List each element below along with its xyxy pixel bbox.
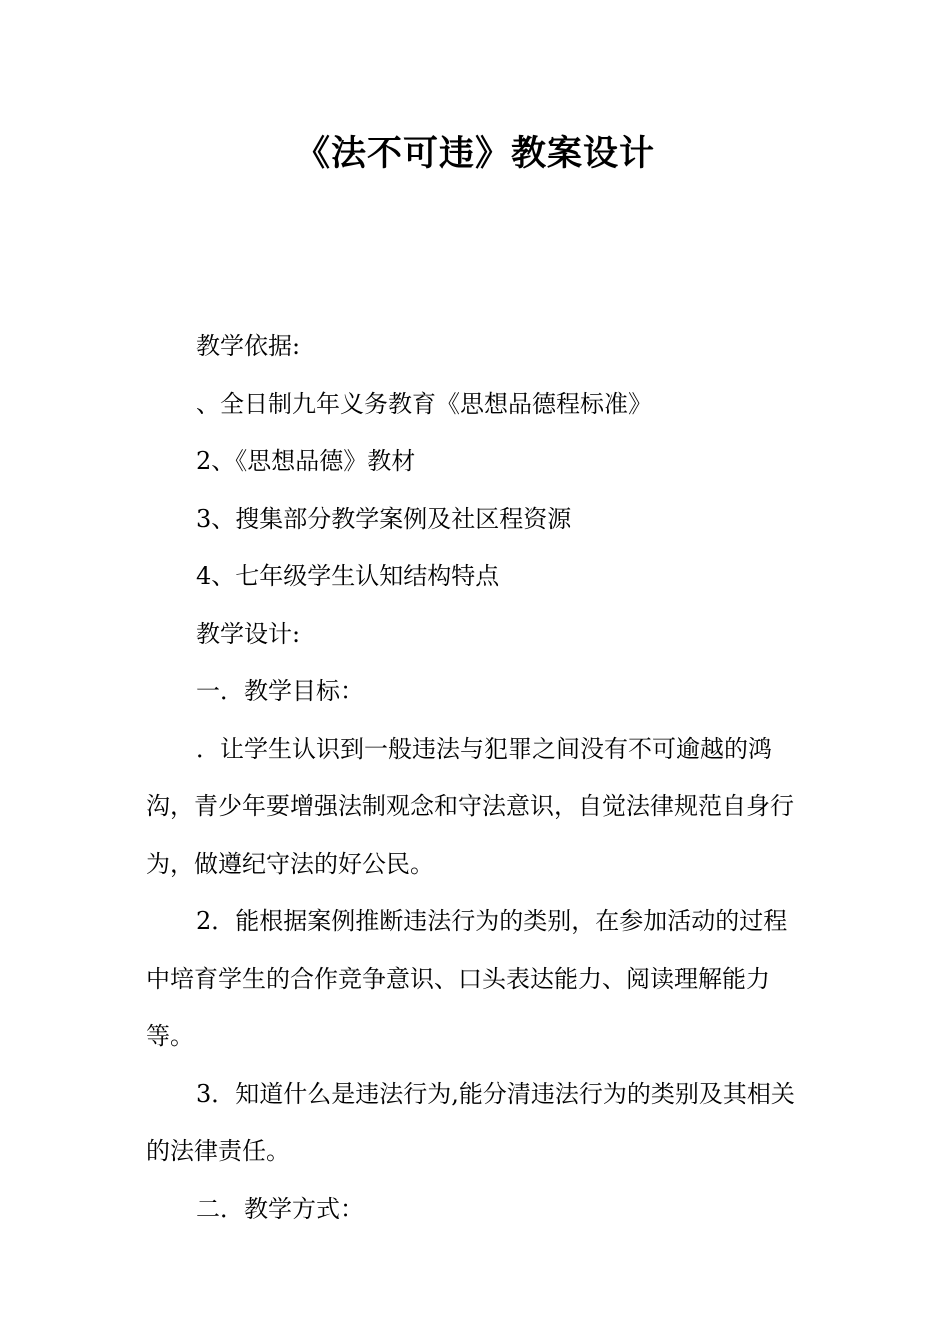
paragraph-teaching-design-heading: 教学设计: — [196, 619, 301, 648]
paragraph-teaching-basis-heading: 教学依据: — [196, 332, 301, 360]
paragraph-objective-1: ．让学生认识到一般违法与犯罪之间没有不可逾越的鸿沟，青少年要增强法制观念和守法意识，自觉法律规范自身行为，做遵纪守法的好公民。 — [146, 734, 794, 878]
document-body — [146, 318, 806, 1238]
paragraph-basis-item-1: 、全日制九年义务教育《思想品德程标准》 — [196, 389, 652, 418]
paragraph-section-1-heading: 一．教学目标： — [196, 677, 364, 705]
paragraph-basis-item-2: 2、《思想品德》教材 — [196, 447, 416, 475]
paragraph-section-2-heading: 二．教学方式： — [196, 1194, 364, 1223]
paragraph-objective-2: 2．能根据案例推断违法行为的类别，在参加活动的过程中培育学生的合作竞争意识、口头表达能力、阅读理解能力等。 — [146, 907, 788, 1050]
paragraph-basis-item-3: 3、搜集部分教学案例及社区程资源 — [196, 504, 572, 533]
paragraph-basis-item-4: 4、七年级学生认知结构特点 — [196, 562, 500, 590]
document-title: 《法不可违》教案设计 — [294, 134, 655, 174]
paragraph-objective-3: 3．知道什么是违法行为,能分清违法行为的类别及其相关的法律责任。 — [146, 1079, 795, 1165]
